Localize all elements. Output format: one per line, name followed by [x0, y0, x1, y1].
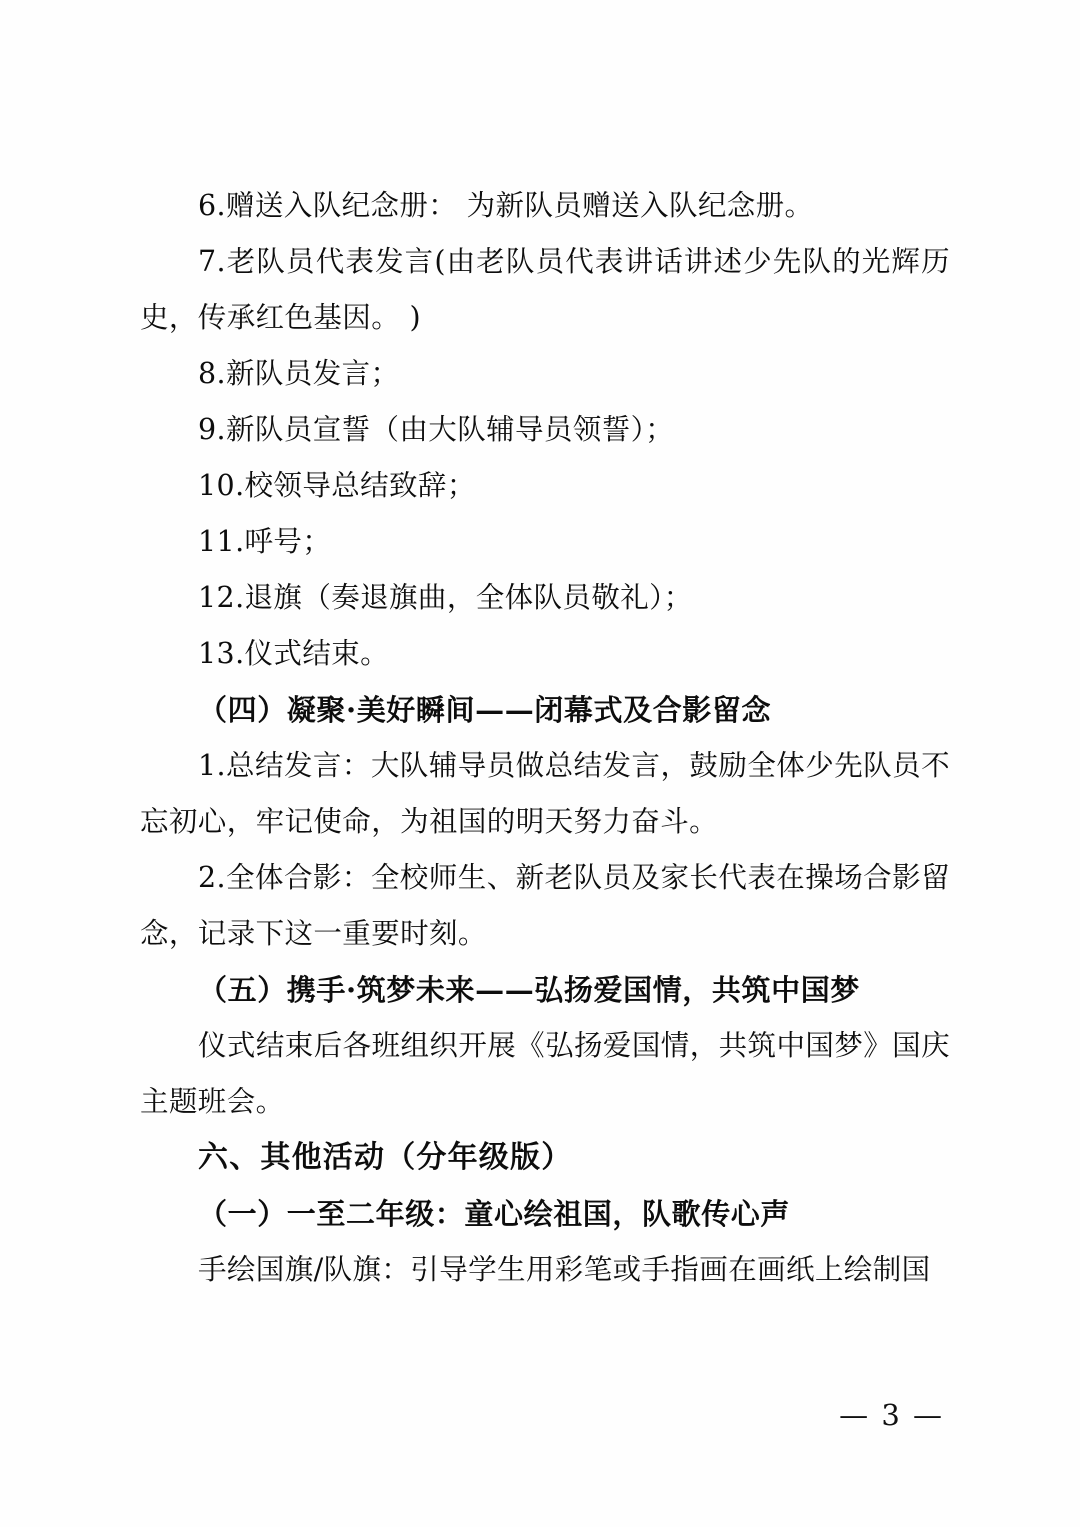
document-body	[140, 178, 950, 1298]
paragraph: 12.退旗（奏退旗曲，全体队员敬礼）；	[198, 581, 693, 614]
section-heading: 六、其他活动（分年级版）	[198, 1140, 573, 1175]
subsection-heading: （四）凝聚·美好瞬间——闭幕式及合影留念	[198, 693, 772, 727]
paragraph: 7.老队员代表发言(由老队员代表讲话讲述少先队的光辉历史，传承红色基因。 )	[140, 245, 950, 334]
paragraph: 手绘国旗/队旗：引导学生用彩笔或手指画在画纸上绘制国	[198, 1253, 931, 1286]
paragraph: 11.呼号；	[198, 525, 332, 558]
paragraph: 2.全体合影：全校师生、新老队员及家长代表在操场合影留念，记录下这一重要时刻。	[140, 861, 950, 950]
paragraph: 仪式结束后各班组织开展《弘扬爱国情，共筑中国梦》国庆主题班会。	[140, 1029, 950, 1118]
page-number: — 3 —	[839, 1398, 944, 1432]
paragraph: 1.总结发言：大队辅导员做总结发言，鼓励全体少先队员不忘初心，牢记使命，为祖国的明天努力奋斗。	[140, 749, 950, 838]
paragraph: 10.校领导总结致辞；	[198, 469, 476, 502]
paragraph: 9.新队员宣誓（由大队辅导员领誓）；	[198, 413, 675, 446]
paragraph: 6.赠送入队纪念册： 为新队员赠送入队纪念册。	[198, 189, 814, 222]
subsection-heading: （一）一至二年级：童心绘祖国，队歌传心声	[198, 1197, 791, 1231]
subsection-heading: （五）携手·筑梦未来——弘扬爱国情，共筑中国梦	[198, 973, 860, 1007]
paragraph: 8.新队员发言；	[198, 357, 400, 390]
paragraph: 13.仪式结束。	[198, 637, 390, 670]
